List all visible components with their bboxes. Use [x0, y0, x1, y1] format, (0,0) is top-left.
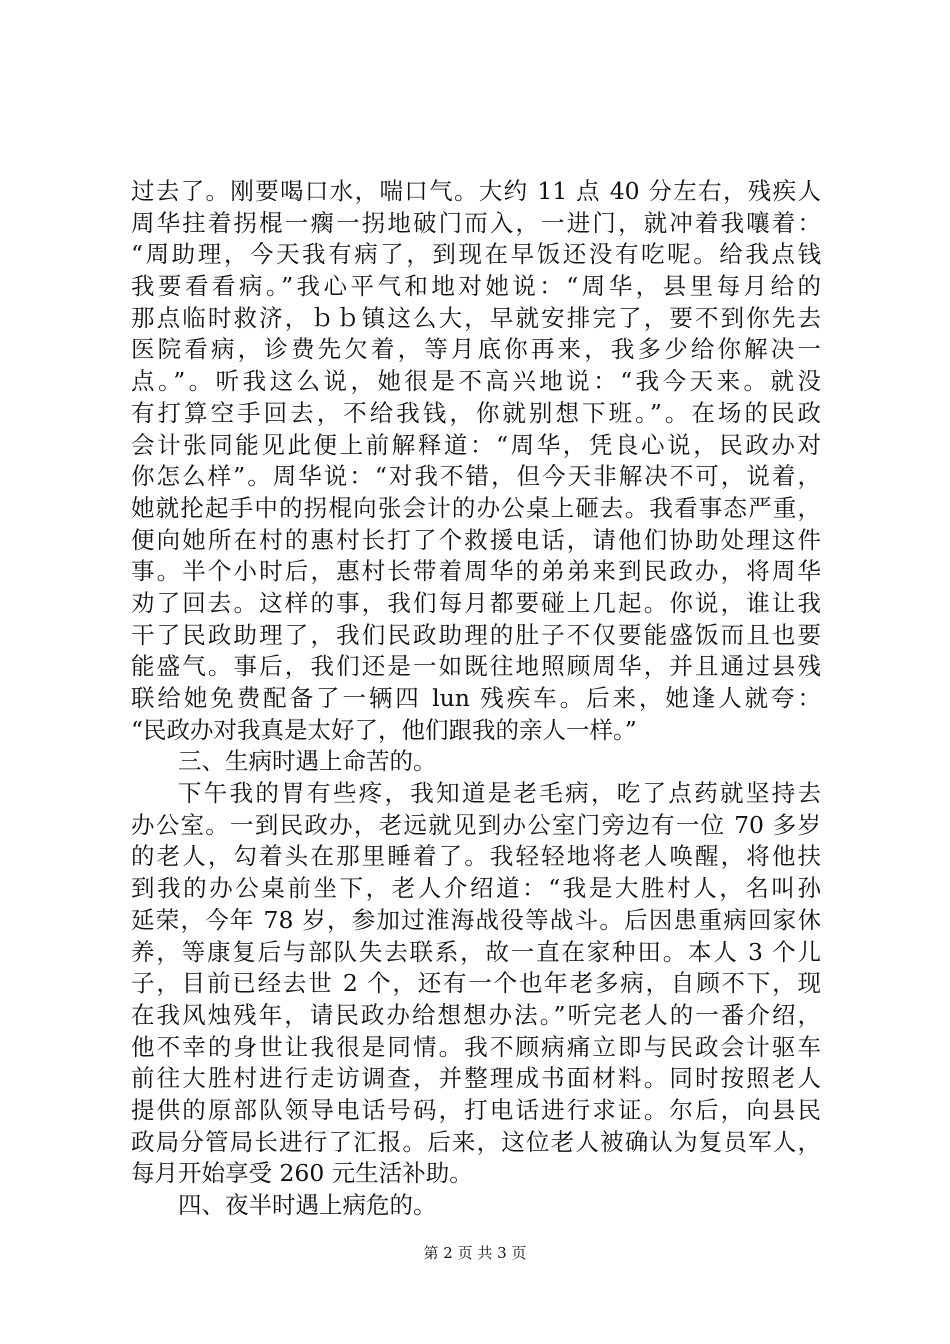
- text-line: 每月开始享受 260 元生活补助。: [131, 1159, 473, 1188]
- page-number-footer: 第 2 页 共 3 页: [423, 1244, 527, 1262]
- text-line: 那点临时救济，ｂｂ镇这么大，早就安排完了，要不到你先去: [131, 303, 821, 332]
- text-line: 医院看病，诊费先欠着，等月底你再来，我多少给你解决一: [131, 335, 821, 364]
- text-line: 前往大胜村进行走访调查，并整理成书面材料。同时按照老人: [131, 1064, 821, 1093]
- text-line: 我要看看病。”我心平气和地对她说：“周华，县里每月给的: [131, 272, 821, 301]
- text-line: 子，目前已经去世 2 个，还有一个也年老多病，自顾不下，现: [131, 969, 821, 998]
- text-line: 到我的办公桌前坐下，老人介绍道：“我是大胜村人，名叫孙: [131, 874, 821, 903]
- text-line: 下午我的胃有些疼，我知道是老毛病，吃了点药就坚持去: [178, 779, 821, 808]
- text-line: 提供的原部队领导电话号码，打电话进行求证。尔后，向县民: [131, 1095, 821, 1124]
- text-line: 能盛气。事后，我们还是一如既往地照顾周华，并且通过县残: [131, 652, 821, 681]
- text-line: 干了民政助理了，我们民政助理的肚子不仅要能盛饭而且也要: [131, 620, 821, 649]
- text-line: 过去了。刚要喝口水，喘口气。大约 11 点 40 分左右，残疾人: [131, 177, 821, 205]
- section-heading: 三、生病时遇上命苦的。: [178, 747, 437, 776]
- text-line: 的老人，勾着头在那里睡着了。我轻轻地将老人唤醒，将他扶: [131, 842, 821, 871]
- text-line: 你怎么样”。周华说：“对我不错，但今天非解决不可，说着，: [131, 462, 821, 491]
- text-line: 延荣，今年 78 岁，参加过淮海战役等战斗。后因患重病回家休: [131, 905, 821, 934]
- text-line: 便向她所在村的惠村长打了个救援电话，请他们协助处理这件: [131, 525, 821, 554]
- text-line: 联给她免费配备了一辆四 lun 残疾车。后来，她逢人就夸：: [131, 684, 821, 712]
- text-line: 劝了回去。这样的事，我们每月都要碰上几起。你说，谁让我: [131, 588, 821, 617]
- text-line: 他不幸的身世让我很是同情。我不顾病痛立即与民政会计驱车: [131, 1032, 821, 1061]
- text-line: 周华拄着拐棍一瘸一拐地破门而入，一进门，就冲着我嚷着：: [131, 208, 821, 237]
- text-line: “周助理，今天我有病了，到现在早饭还没有吃呢。给我点钱: [131, 240, 821, 269]
- text-line: 养，等康复后与部队失去联系，故一直在家种田。本人 3 个儿: [131, 937, 821, 966]
- text-line: 她就抡起手中的拐棍向张会计的办公桌上砸去。我看事态严重，: [131, 493, 821, 522]
- text-line: “民政办对我真是太好了，他们跟我的亲人一样。”: [131, 715, 637, 744]
- text-line: 办公室。一到民政办，老远就见到办公室门旁边有一位 70 多岁: [131, 810, 821, 839]
- text-line: 会计张同能见此便上前解释道：“周华，凭良心说，民政办对: [131, 430, 821, 459]
- text-line: 政局分管局长进行了汇报。后来，这位老人被确认为复员军人，: [131, 1127, 821, 1156]
- text-line: 事。半个小时后，惠村长带着周华的弟弟来到民政办，将周华: [131, 557, 821, 586]
- text-line: 在我风烛残年，请民政办给想想办法。”听完老人的一番介绍，: [131, 1000, 821, 1029]
- text-line: 点。”。听我这么说，她很是不高兴地说：“我今天来。就没: [131, 367, 821, 396]
- section-heading: 四、夜半时遇上病危的。: [178, 1191, 437, 1219]
- body-text: [131, 176, 821, 1222]
- text-line: 有打算空手回去，不给我钱，你就别想下班。”。在场的民政: [131, 398, 821, 427]
